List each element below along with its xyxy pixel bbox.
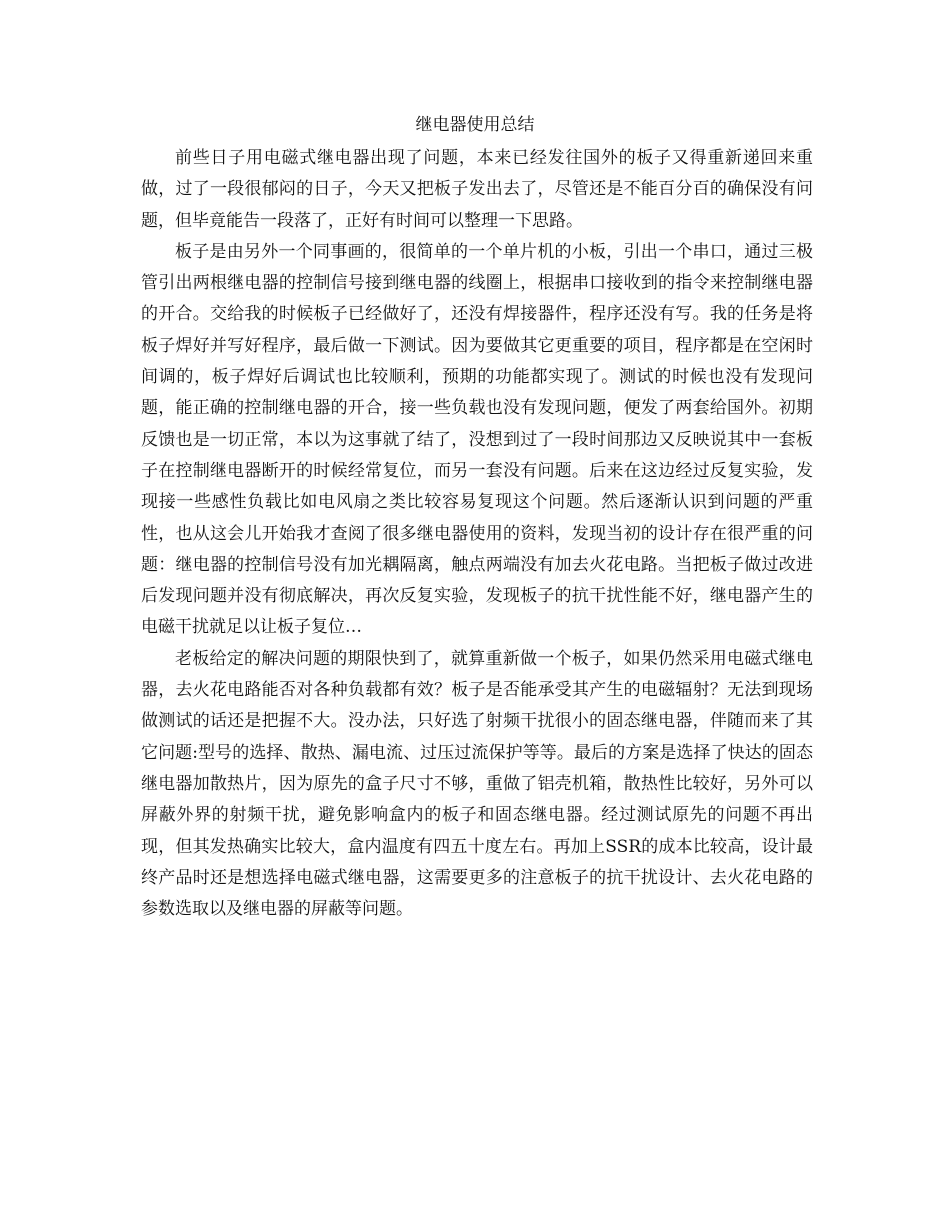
paragraph-3: 老板给定的解决问题的期限快到了，就算重新做一个板子，如果仍然采用电磁式继电器，去火花电路能否对各种负载都有效？板子是否能承受其产生的电磁辐射？无法到现场做测试的话还是把握不大。没办法，只好选了射频干扰很小的固态继电器，伴随而来了其它问题:型号的选择、散热、漏电流、过压过流保护等等。最后的方案是选择了快达的固态继电器加散热片，因为原先的盒子尺寸不够，重做了铝壳机箱，散热性比较好，另外可以屏蔽外界的射频干扰，避免影响盒内的板子和固态继电器。经过测试原先的问题不再出现，但其发热确实比较大，盒内温度有四五十度左右。再加上SSR的成本比较高，设计最终产品时还是想选择电磁式继电器，这需要更多的注意板子的抗干扰设计、去火花电路的参数选取以及继电器的屏蔽等问题。 bbox=[141, 648, 813, 920]
paragraph-2: 板子是由另外一个同事画的，很简单的一个单片机的小板，引出一个串口，通过三极管引出两根继电器的控制信号接到继电器的线圈上，根据串口接收到的指令来控制继电器的开合。交给我的时候板子已经做好了，还没有焊接器件，程序还没有写。我的任务是将板子焊好并写好程序，最后做一下测试。因为要做其它更重要的项目，程序都是在空闲时间调的，板子焊好后调试也比较顺利，预期的功能都实现了。测试的时候也没有发现问题，能正确的控制继电器的开合，接一些负载也没有发现问题，便发了两套给国外。初期反馈也是一切正常，本以为这事就了结了，没想到过了一段时间那边又反映说其中一套板子在控制继电器断开的时候经常复位，而另一套没有问题。后来在这边经过反复实验，发现接一些感性负载比如电风扇之类比较容易复现这个问题。然后逐渐认识到问题的严重性，也从这会儿开始我才查阅了很多继电器使用的资料，发现当初的设计存在很严重的问题：继电器的控制信号没有加光耦隔离，触点两端没有加去火花电路。当把板子做过改进后发现问题并没有彻底解决，再次反复实验，发现板子的抗干扰性能不好，继电器产生的电磁干扰就足以让板子复位… bbox=[141, 241, 813, 638]
paragraph-1: 前些日子用电磁式继电器出现了问题，本来已经发往国外的板子又得重新递回来重做，过了一段很郁闷的日子，今天又把板子发出去了，尽管还是不能百分百的确保没有问题，但毕竟能告一段落了，正好有时间可以整理一下思路。 bbox=[141, 148, 813, 231]
document-title: 继电器使用总结 bbox=[415, 115, 535, 135]
document-body bbox=[141, 143, 813, 925]
